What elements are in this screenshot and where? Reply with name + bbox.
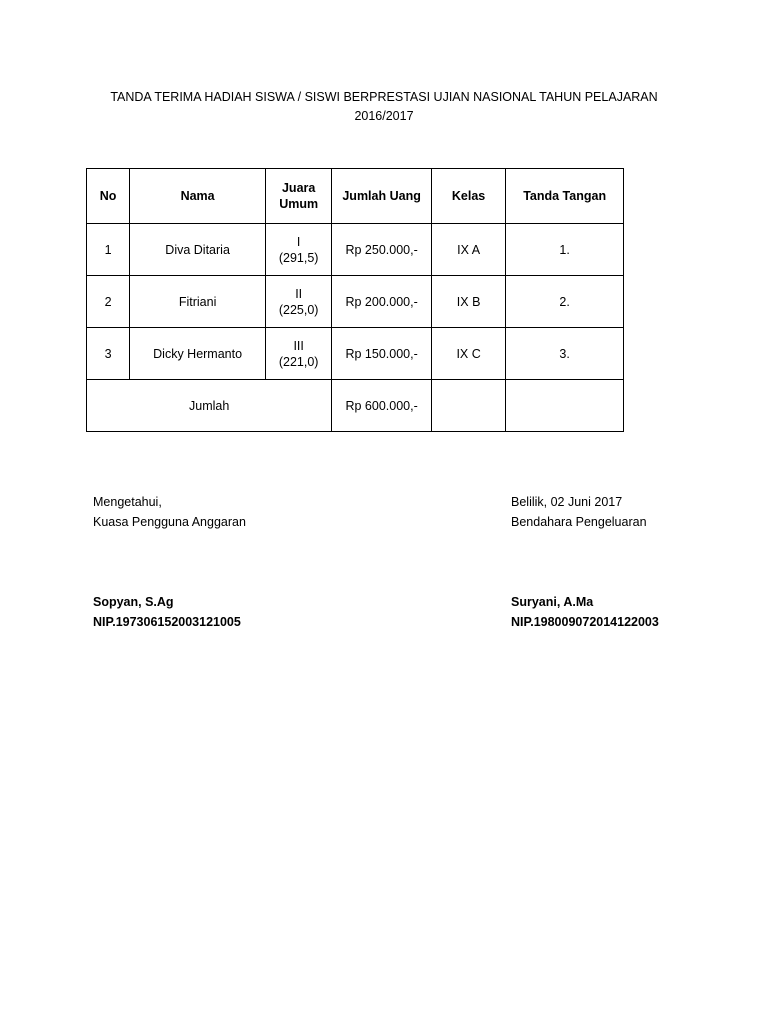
header-no: No	[87, 169, 130, 224]
total-kelas-empty	[431, 380, 505, 432]
cell-juara	[265, 224, 331, 276]
cell-no: 2	[87, 276, 130, 328]
cell-kelas: IX A	[431, 224, 505, 276]
left-signature-heading	[93, 492, 246, 532]
title-line-2: 2016/2017	[354, 109, 414, 123]
cell-nama: Dicky Hermanto	[130, 328, 266, 380]
cell-nama: Diva Ditaria	[130, 224, 266, 276]
cell-juara-rank: II	[295, 286, 303, 301]
left-signatory-name: Sopyan, S.Ag	[93, 595, 174, 609]
document-title	[84, 88, 684, 126]
cell-no: 3	[87, 328, 130, 380]
table-header-row	[87, 169, 624, 224]
right-signatory	[511, 592, 659, 632]
right-signatory-name: Suryani, A.Ma	[511, 595, 594, 609]
header-juara-umum	[265, 169, 331, 224]
cell-no: 1	[87, 224, 130, 276]
title-line-1: TANDA TERIMA HADIAH SISWA / SISWI BERPRESTASI UJIAN NASIONAL TAHUN PELAJARAN	[110, 90, 658, 104]
cell-kelas: IX C	[431, 328, 505, 380]
cell-uang: Rp 150.000,-	[332, 328, 432, 380]
cell-uang: Rp 200.000,-	[332, 276, 432, 328]
place-date-text: Belilik, 02 Juni 2017	[511, 495, 623, 509]
cell-juara	[265, 276, 331, 328]
table-row	[87, 224, 624, 276]
total-label: Jumlah	[87, 380, 332, 432]
total-ttd-empty	[506, 380, 624, 432]
left-signatory	[93, 592, 241, 632]
table-row	[87, 276, 624, 328]
cell-juara-score: (225,0)	[278, 302, 319, 317]
table-row	[87, 328, 624, 380]
cell-nama: Fitriani	[130, 276, 266, 328]
cell-juara-rank: I	[296, 234, 301, 249]
prize-receipt-table	[86, 168, 624, 432]
cell-uang: Rp 250.000,-	[332, 224, 432, 276]
cell-tanda-tangan: 3.	[506, 328, 624, 380]
cell-juara-score: (291,5)	[278, 250, 319, 265]
right-signatory-nip: NIP.198009072014122003	[511, 615, 659, 629]
cell-tanda-tangan: 2.	[506, 276, 624, 328]
right-role-text: Bendahara Pengeluaran	[511, 515, 647, 529]
header-tanda-tangan: Tanda Tangan	[506, 169, 624, 224]
header-juara-line1: Juara	[281, 181, 316, 195]
header-jumlah-uang: Jumlah Uang	[332, 169, 432, 224]
header-kelas: Kelas	[431, 169, 505, 224]
left-role-text: Kuasa Pengguna Anggaran	[93, 515, 246, 529]
header-nama: Nama	[130, 169, 266, 224]
cell-tanda-tangan: 1.	[506, 224, 624, 276]
left-signatory-nip: NIP.197306152003121005	[93, 615, 241, 629]
right-signature-heading	[511, 492, 647, 532]
table-total-row	[87, 380, 624, 432]
total-value: Rp 600.000,-	[332, 380, 432, 432]
left-acknowledge-text: Mengetahui,	[93, 495, 162, 509]
cell-juara-score: (221,0)	[278, 354, 319, 369]
cell-kelas: IX B	[431, 276, 505, 328]
header-juara-line2: Umum	[279, 197, 319, 211]
cell-juara-rank: III	[293, 338, 304, 353]
cell-juara	[265, 328, 331, 380]
